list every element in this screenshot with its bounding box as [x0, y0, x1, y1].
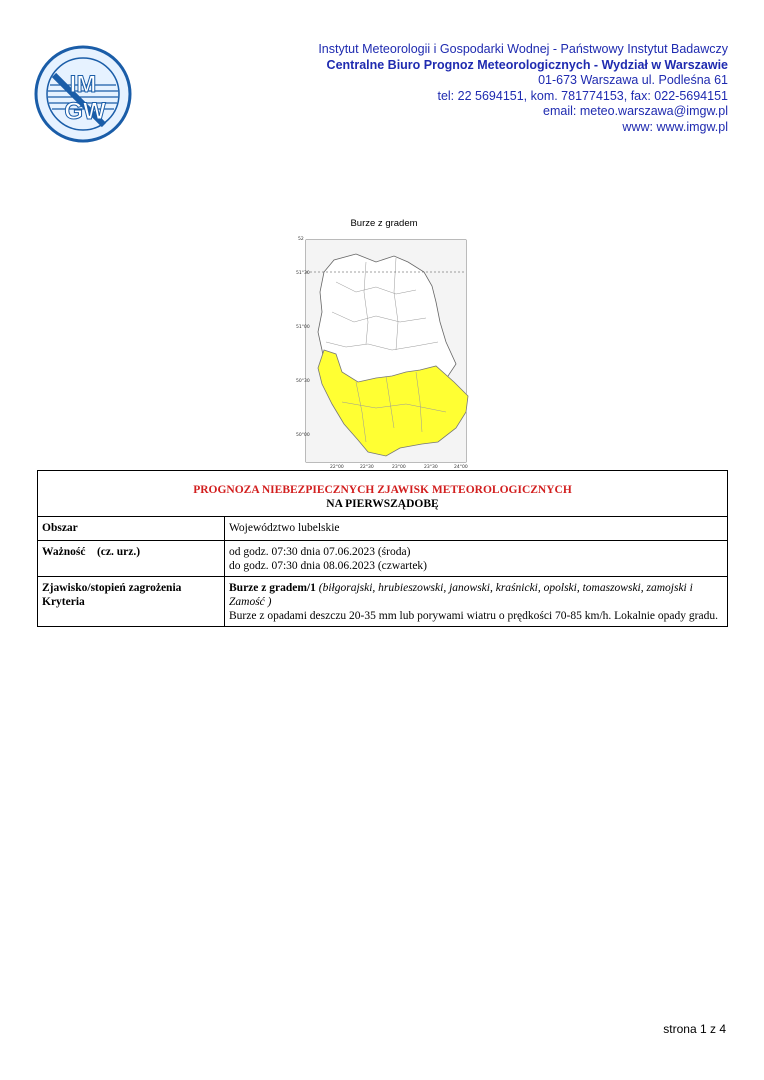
- lat-label: 52: [298, 237, 304, 242]
- validity-label: Ważność (cz. urz.): [38, 541, 225, 577]
- lon-label: 22°30: [360, 465, 374, 470]
- lon-label: 22°00: [330, 465, 344, 470]
- lat-label: 51°00: [296, 325, 310, 330]
- lon-label: 24°00: [454, 465, 468, 470]
- header-website[interactable]: www: www.imgw.pl: [622, 119, 728, 134]
- header-address: 01-673 Warszawa ul. Podleśna 61: [538, 73, 728, 87]
- phenomenon-value: [225, 577, 728, 627]
- phenomenon-label: [38, 577, 225, 627]
- logo-text-im: IM: [69, 71, 97, 98]
- page-number: strona 1 z 4: [663, 1022, 726, 1036]
- forecast-title: [38, 471, 728, 517]
- validity-from: od godz. 07:30 dnia 07.06.2023 (środa): [229, 546, 411, 558]
- lat-label: 50°00: [296, 433, 310, 438]
- header-phone: tel: 22 5694151, kom. 781774153, fax: 022-5694151: [437, 88, 728, 103]
- criteria-label: Kryteria: [42, 596, 85, 608]
- area-value: Województwo lubelskie: [225, 517, 728, 541]
- header-department: Centralne Biuro Prognoz Meteorologicznych - Wydział w Warszawie: [326, 57, 728, 72]
- map-title: Burze z gradem: [350, 218, 418, 229]
- phenomenon-label-line1: Zjawisko/stopień zagrożenia: [42, 582, 182, 594]
- forecast-title-line1: PROGNOZA NIEBEZPIECZNYCH ZJAWISK METEOROLOGICZNYCH: [193, 484, 572, 496]
- lon-label: 23°30: [424, 465, 438, 470]
- logo-text-gw: GW: [64, 98, 106, 125]
- forecast-title-line2: NA PIERWSZĄDOBĘ: [326, 498, 439, 510]
- header-email[interactable]: email: meteo.warszawa@imgw.pl: [543, 104, 728, 118]
- phenomenon-districts: (biłgorajski, hrubieszowski, janowski, kraśnicki, opolski, tomaszowski, zamojski i Zamość ): [229, 582, 693, 608]
- map-canvas: [296, 232, 472, 470]
- lat-label: 51°30: [296, 271, 310, 276]
- warning-map: [296, 218, 472, 470]
- validity-to: do godz. 07:30 dnia 08.06.2023 (czwartek): [229, 560, 428, 572]
- institute-header: [168, 42, 728, 135]
- lat-label: 50°30: [296, 379, 310, 384]
- criteria-text: Burze z opadami deszczu 20-35 mm lub porywami wiatru o prędkości 70-85 km/h. Lokalnie opady gradu.: [229, 610, 718, 622]
- lon-label: 23°00: [392, 465, 406, 470]
- imgw-logo: [34, 45, 132, 143]
- area-label: Obszar: [38, 517, 225, 541]
- header-institute-name: Instytut Meteorologii i Gospodarki Wodnej - Państwowy Instytut Badawczy: [318, 42, 728, 56]
- phenomenon-name: Burze z gradem/1: [229, 582, 316, 594]
- forecast-table: [37, 470, 728, 627]
- validity-value: [225, 541, 728, 577]
